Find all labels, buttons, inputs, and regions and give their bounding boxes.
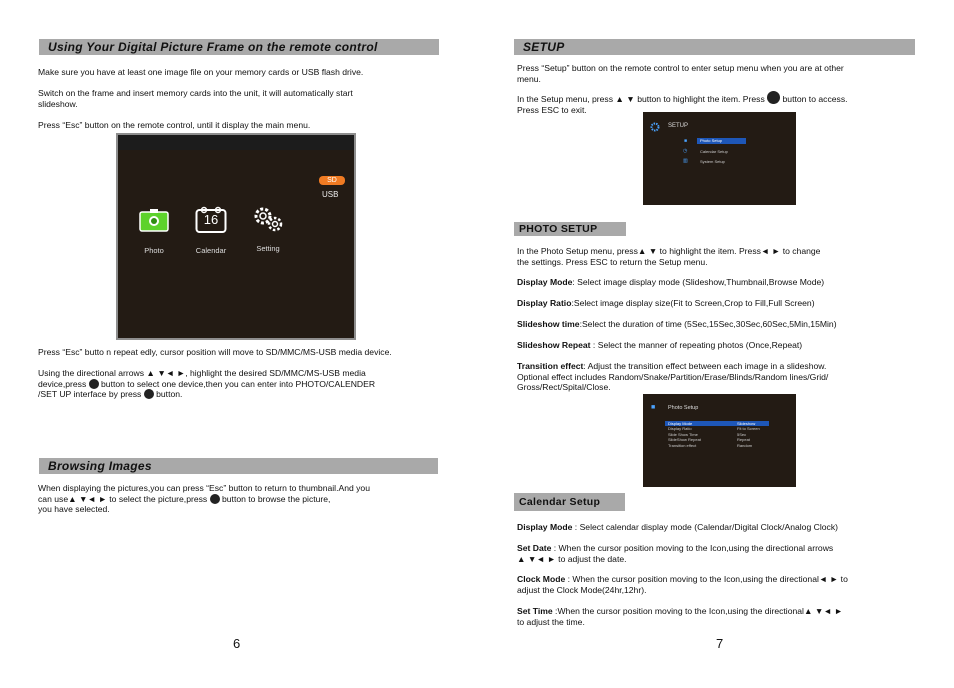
item-label: Slideshow time [517,319,580,329]
item-text: : Select the manner of repeating photos (Once,Repeat) [590,340,803,350]
text-line: ▲ ▼◄ ► to adjust the date. [517,553,627,564]
text-line: Press ESC to exit. [517,104,587,115]
text-span: button to access. [782,94,848,104]
item-text: : Adjust the transition effect between each image in a slideshow. [583,361,827,371]
section-header-remote-control [39,39,439,55]
system-icon: ▥ [683,158,688,164]
photo-setup-screenshot [643,394,796,487]
main-menu-screenshot [116,133,356,340]
clock-icon: ◷ [683,148,688,154]
item-label: Display Mode [517,522,573,532]
section-header-photo-setup [514,222,626,236]
text-line [517,361,828,372]
ok-button-icon [144,389,154,399]
gear-icon [650,122,660,132]
paragraph-photo-setup [517,246,820,267]
sd-badge-label: SD [327,177,337,184]
paragraph-switch-on [38,88,353,109]
section-header-calendar-setup [514,493,625,511]
setup-title: SETUP [668,123,689,129]
text-line: you have selected. [38,504,110,514]
option-label: Transition effect [668,443,697,448]
text-line [517,91,848,105]
setup-item-system: System Setup [700,159,725,164]
paragraph-setup-intro [517,63,844,84]
text-span: /SET UP interface by press [38,389,142,399]
item-text: :Select image display size(Fit to Screen,Crop to Fill,Full Screen) [571,298,815,308]
text-span: can use▲ ▼◄ ► to select the picture,press [38,493,208,504]
item-set-date [517,543,833,564]
text-span: button to select one device,then you can enter into PHOTO/CALENDER [101,378,376,389]
item-text: : Select image display mode (Slideshow,Thumbnail,Browse Mode) [572,277,825,287]
option-label: Slide Show Time [668,432,698,437]
text-line: Gross/Rect/Spital/Close. [517,382,611,392]
home-icon: ■ [651,404,656,411]
section-title: PHOTO SETUP [519,223,598,235]
item-calendar-display-mode [517,522,838,533]
item-label: Clock Mode [517,574,566,584]
menu-label-setting: Setting [256,244,280,253]
text-line [38,389,375,400]
text-line: When displaying the pictures,you can press “Esc” button to return to thumbnail.And you [38,483,370,493]
option-value: Repeat [737,437,750,442]
item-label: Slideshow Repeat [517,340,591,350]
text-line: Using the directional arrows ▲ ▼◄ ►, highlight the desired SD/MMC/MS-USB media [38,368,366,378]
item-text: :Select the duration of time (5Sec,15Sec,30Sec,60Sec,5Min,15Min) [579,319,837,329]
text-line: slideshow. [38,98,78,109]
text-line: In the Photo Setup menu, press▲ ▼ to highlight the item. Press◄ ► to change [517,246,821,256]
text-span: device,press [38,378,87,389]
item-slideshow-time [517,319,837,330]
option-label: SlideShow Repeat [668,437,701,442]
option-value: Slideshow [737,421,756,426]
item-set-time [517,606,843,627]
section-header-browsing [39,458,438,474]
ok-button-icon [210,494,220,504]
paragraph-memory-card: Make sure you have at least one image file on your memory cards or USB flash drive. [38,67,364,77]
option-value: Random [737,443,753,448]
option-value: 5Sec [737,432,747,437]
page-number-left: 6 [233,636,241,651]
text-line [517,574,848,585]
section-title: Calendar Setup [519,496,601,508]
item-label: Display Ratio [517,298,572,308]
item-label: Display Mode [517,277,573,287]
section-title: SETUP [523,40,565,54]
screen-body [118,150,354,338]
item-text: :When the cursor position moving to the Icon,using the directional▲ ▼◄ ► [552,606,843,616]
item-text: : When the cursor position moving to the Icon,using the directional◄ ► to [565,574,848,584]
setup-menu-screenshot [643,112,796,205]
page-number-right: 7 [716,636,724,651]
paragraph-directional [38,368,375,400]
setup-item-photo: Photo Setup [700,138,723,143]
text-line: menu. [517,73,541,84]
paragraph-browsing [38,483,370,515]
text-line [38,494,370,505]
menu-label-photo: Photo [144,246,164,255]
gear-icon [252,205,284,233]
section-title: Using Your Digital Picture Frame on the remote control [48,40,378,54]
item-text: : When the cursor position moving to the Icon,using the directional arrows [551,543,834,553]
screen-topbar [118,135,354,150]
text-line: to adjust the time. [517,616,585,627]
text-line [38,379,375,390]
item-slideshow-repeat [517,340,802,351]
text-span: button to browse the picture, [222,493,331,504]
text-line [517,606,843,617]
photo-icon [139,208,169,232]
section-header-setup [514,39,915,55]
usb-label: USB [322,190,339,199]
bullet-icon: ■ [684,138,688,144]
option-label: Display Ratio [668,426,692,431]
item-clock-mode [517,574,848,595]
text-line: Switch on the frame and insert memory cards into the unit, it will automatically start [38,88,353,98]
text-line [517,543,833,554]
ok-button-icon [89,379,99,389]
text-span: In the Setup menu, press ▲ ▼ button to highlight the item. Press [517,94,765,104]
text-line: Optional effect includes Random/Snake/Partition/Erase/Blinds/Random lines/Grid/ [517,371,829,382]
paragraph-press-esc: Press “Esc” button on the remote control, until it display the main menu. [38,120,311,130]
photo-setup-title: Photo Setup [668,405,699,411]
text-line: the settings. Press ESC to return the Setup menu. [517,256,708,267]
calendar-day: 16 [203,212,219,227]
text-line: adjust the Clock Mode(24hr,12hr). [517,584,647,595]
item-label: Set Time [517,606,553,616]
option-value: Fit to Screen [737,426,760,431]
item-display-mode [517,277,824,288]
paragraph-esc-repeatedly: Press “Esc” butto n repeat edly, cursor position will move to SD/MMC/MS-USB media device. [38,347,392,357]
option-label: Display Mode [668,421,693,426]
item-transition-effect [517,361,828,393]
text-line: Press “Setup” button on the remote control to enter setup menu when you are at other [517,63,844,73]
item-label: Transition effect [517,361,584,371]
setup-item-calendar: Calendar Setup [700,149,728,154]
item-text: : Select calendar display mode (Calendar/Digital Clock/Analog Clock) [572,522,838,532]
item-label: Set Date [517,543,552,553]
item-display-ratio [517,298,815,309]
ok-button-icon [767,91,780,104]
text-span: button. [156,389,183,399]
menu-label-calendar: Calendar [195,246,227,255]
section-title: Browsing Images [48,459,152,473]
